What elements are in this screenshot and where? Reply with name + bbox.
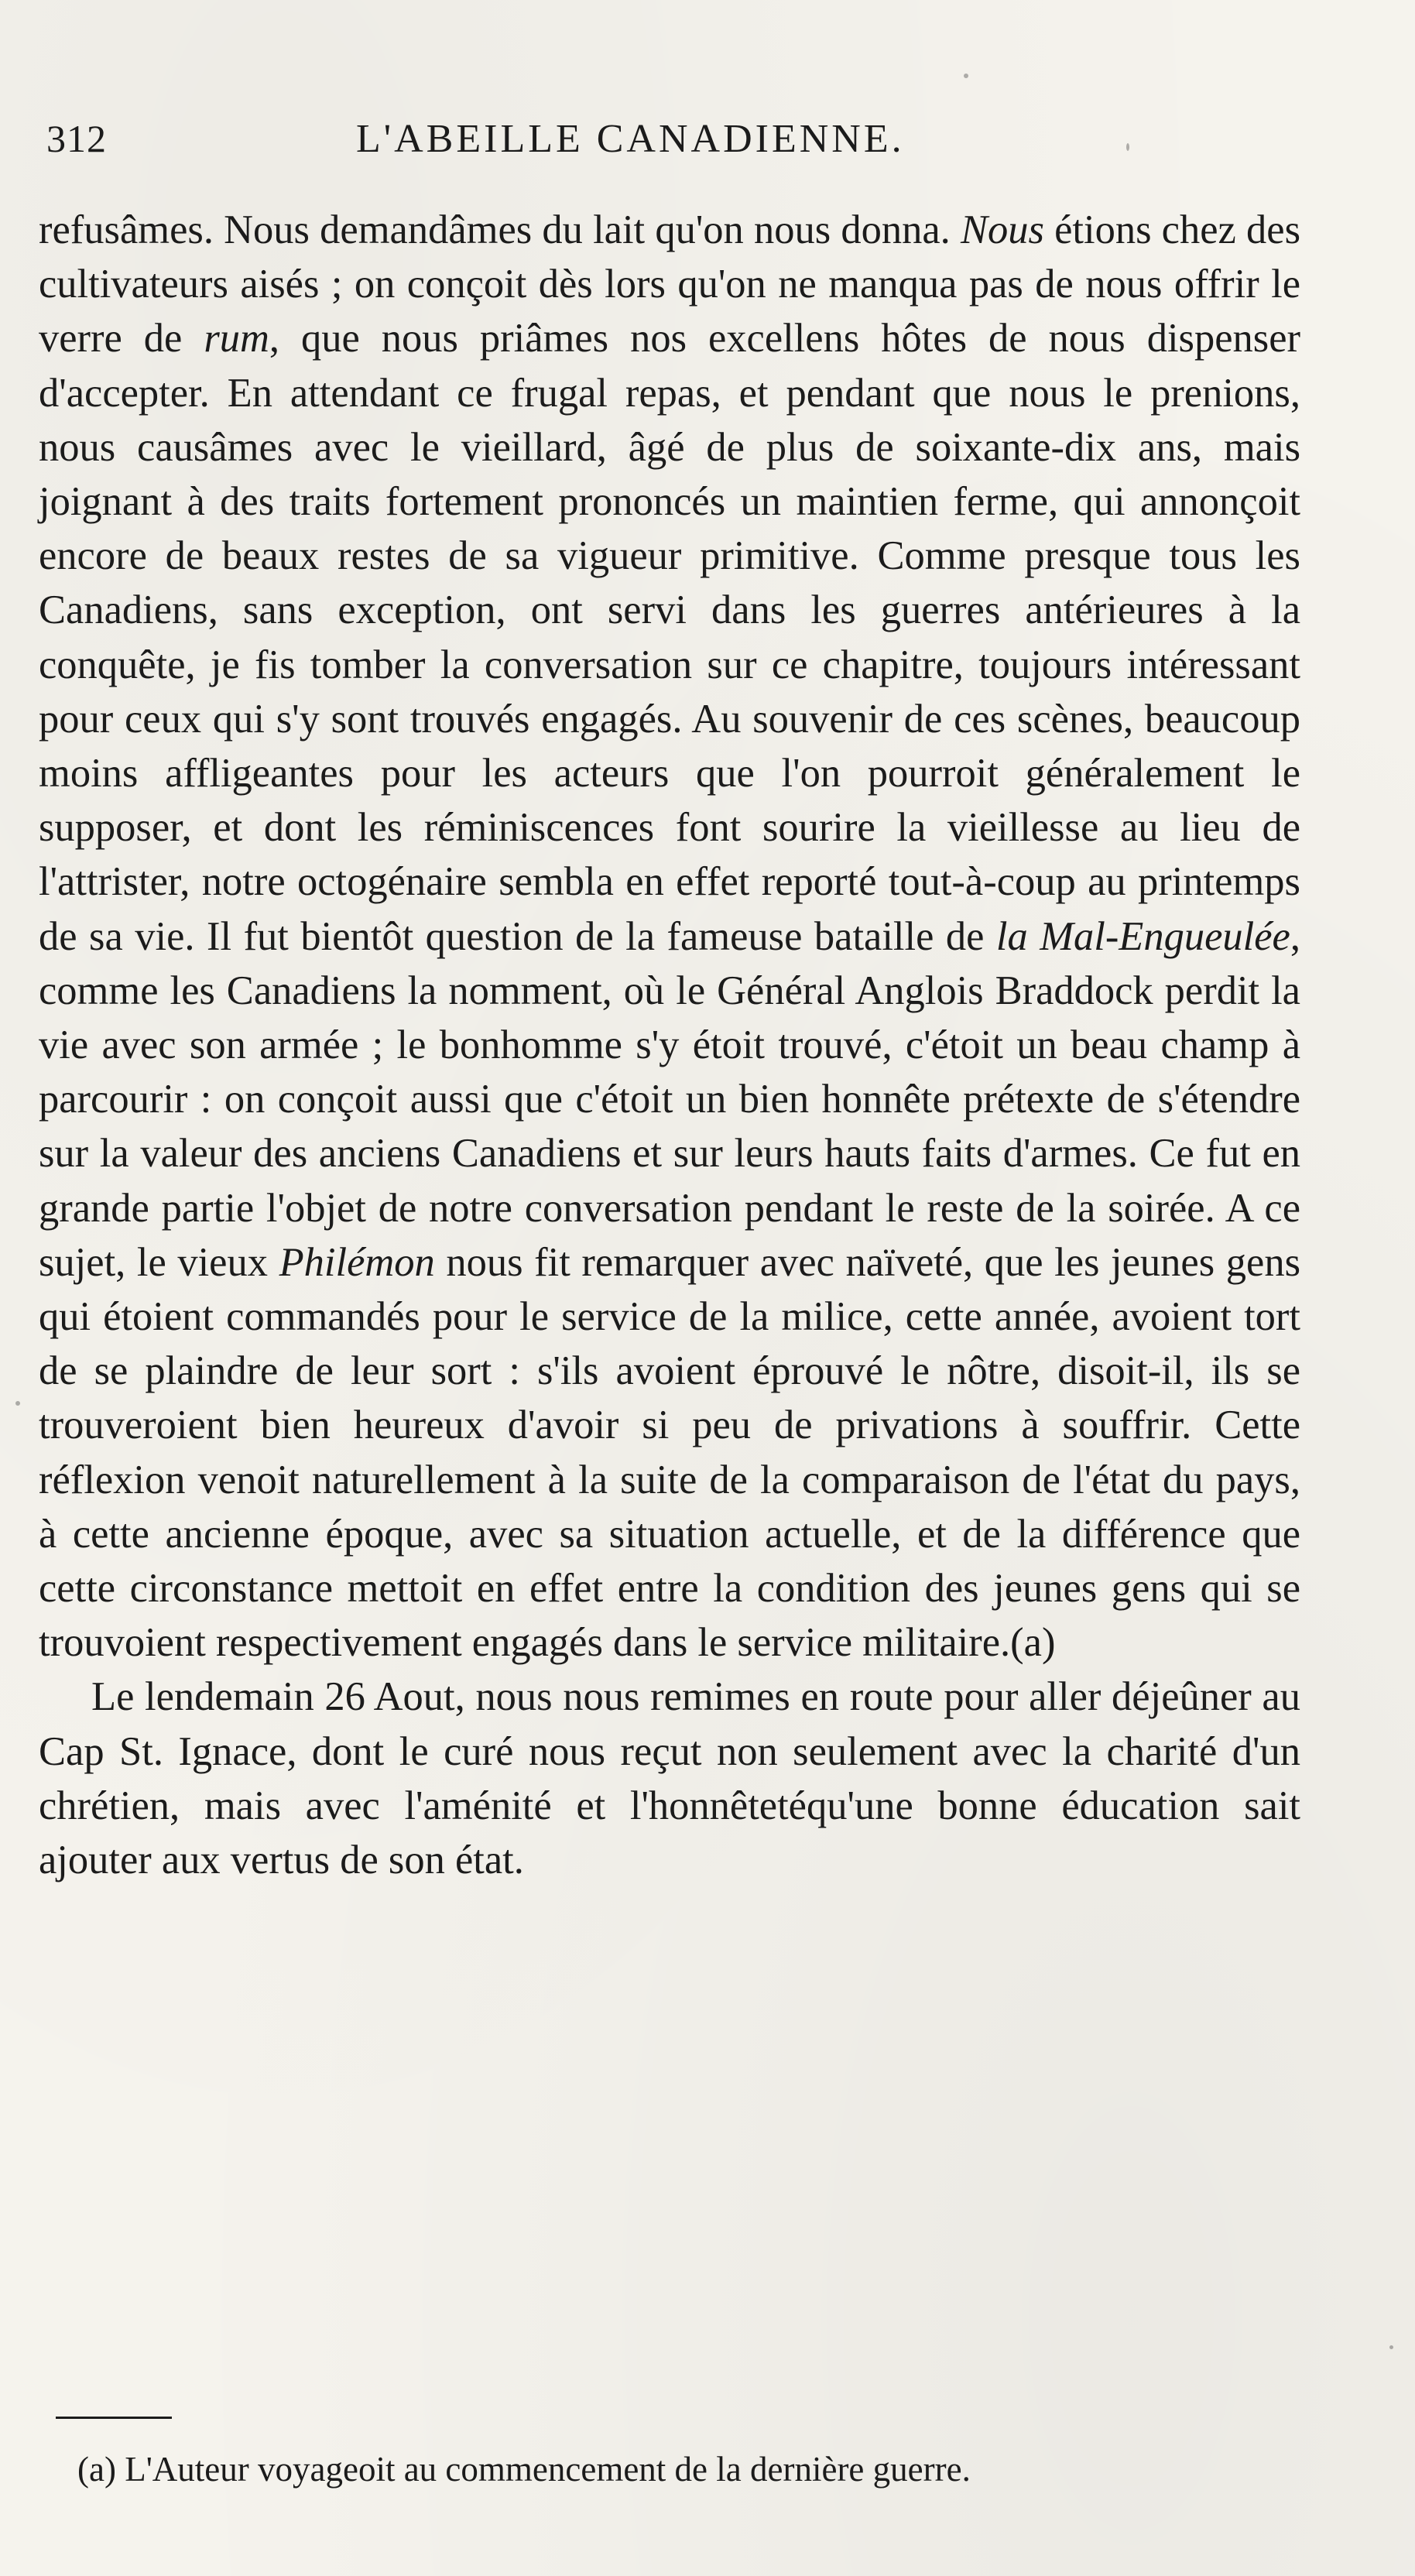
text-run: , que nous priâmes nos excellens hôtes de nous dispenser d'accepter. En attendant ce frugal repas, et pendant que nous le prenions, nous causâmes avec le vieillard, âgé de plus de soixante-dix ans, mais joignant à des traits fortement prononcés un maintien ferme, qui annonçoit encore de beaux restes de sa vigueur primitive. Comme presque tous les Canadiens, sans exception, ont servi dans les guerres antérieures à la conquête, je fis tomber la conversation sur ce chapitre, toujours intéressant pour ceux qui s'y sont trouvés engagés. Au souvenir de ces scènes, beaucoup moins affligeantes pour les acteurs que l'on pourroit généralement le supposer, et dont les réminiscences font sourire la vieillesse au lieu de l'attrister, notre octogénaire sembla en effet reporté tout-à-coup au printemps de sa vie. Il fut bientôt question de la fameuse bataille de xyxy=(39,316,1300,959)
italic-text: la Mal-Engueulée xyxy=(995,913,1290,959)
paragraph xyxy=(39,203,1300,1670)
italic-text: Philémon xyxy=(279,1239,435,1285)
paragraph: Le lendemain 26 Aout, nous nous remimes en route pour aller déjeûner au Cap St. Ignace, dont le curé nous reçut non seulement avec la charité d'un chrétien, mais avec l'aménité et l'honnêtetéqu'une bonne éducation sait ajouter aux vertus de son état. xyxy=(39,1674,1300,1883)
print-speck xyxy=(1389,2345,1393,2349)
text-run: , comme les Canadiens la nomment, où le Général Anglois Braddock perdit la vie avec son armée ; le bonhomme s'y étoit trouvé, c'étoit un beau champ à parcourir : on conçoit aussi que c'étoit un bien honnête prétexte de s'étendre sur la valeur des anciens Canadiens et sur leurs hauts faits d'armes. Ce fut en grande partie l'objet de notre conversation pendant le reste de la soirée. A ce sujet, le vieux xyxy=(39,913,1300,1285)
text-run: étions chez des cultivateurs aisés ; on conçoit dès lors qu'on ne manqua pas de nous offrir le verre de xyxy=(39,207,1301,361)
italic-text: Nous xyxy=(960,207,1044,252)
print-speck xyxy=(15,1401,20,1406)
footnote-rule xyxy=(56,2417,172,2419)
running-head: L'ABEILLE CANADIENNE. xyxy=(356,117,905,161)
footnote-text: L'Auteur voyageoit au commencement de la dernière guerre. xyxy=(115,2450,971,2489)
footnote xyxy=(77,2446,1316,2492)
italic-text: rum xyxy=(204,316,269,361)
page-number: 312 xyxy=(46,117,107,160)
body-text xyxy=(39,203,1300,1887)
footnote-reference: (a) xyxy=(1010,1620,1056,1666)
text-run: nous fit remarquer avec naïveté, que les jeunes gens qui étoient commandés pour le service de la milice, cette année, avoient tort de se plaindre de leur sort : s'ils avoient éprouvé le nôtre, disoit-il, ils se trouveroient bien heureux d'avoir si peu de privations à souffrir. Cette réflexion venoit naturellement à la suite de la comparaison de l'état du pays, à cette ancienne époque, avec sa situation actuelle, et de la différence que cette circonstance mettoit en effet entre la condition des jeunes gens qui se trouvoient respectivement engagés dans le service militaire. xyxy=(39,1239,1300,1666)
print-speck xyxy=(964,74,968,78)
print-speck xyxy=(1126,143,1129,151)
page-header xyxy=(46,116,1362,170)
footnote-marker: (a) xyxy=(77,2450,116,2489)
text-run: refusâmes. Nous demandâmes du lait qu'on nous donna. xyxy=(39,207,961,252)
